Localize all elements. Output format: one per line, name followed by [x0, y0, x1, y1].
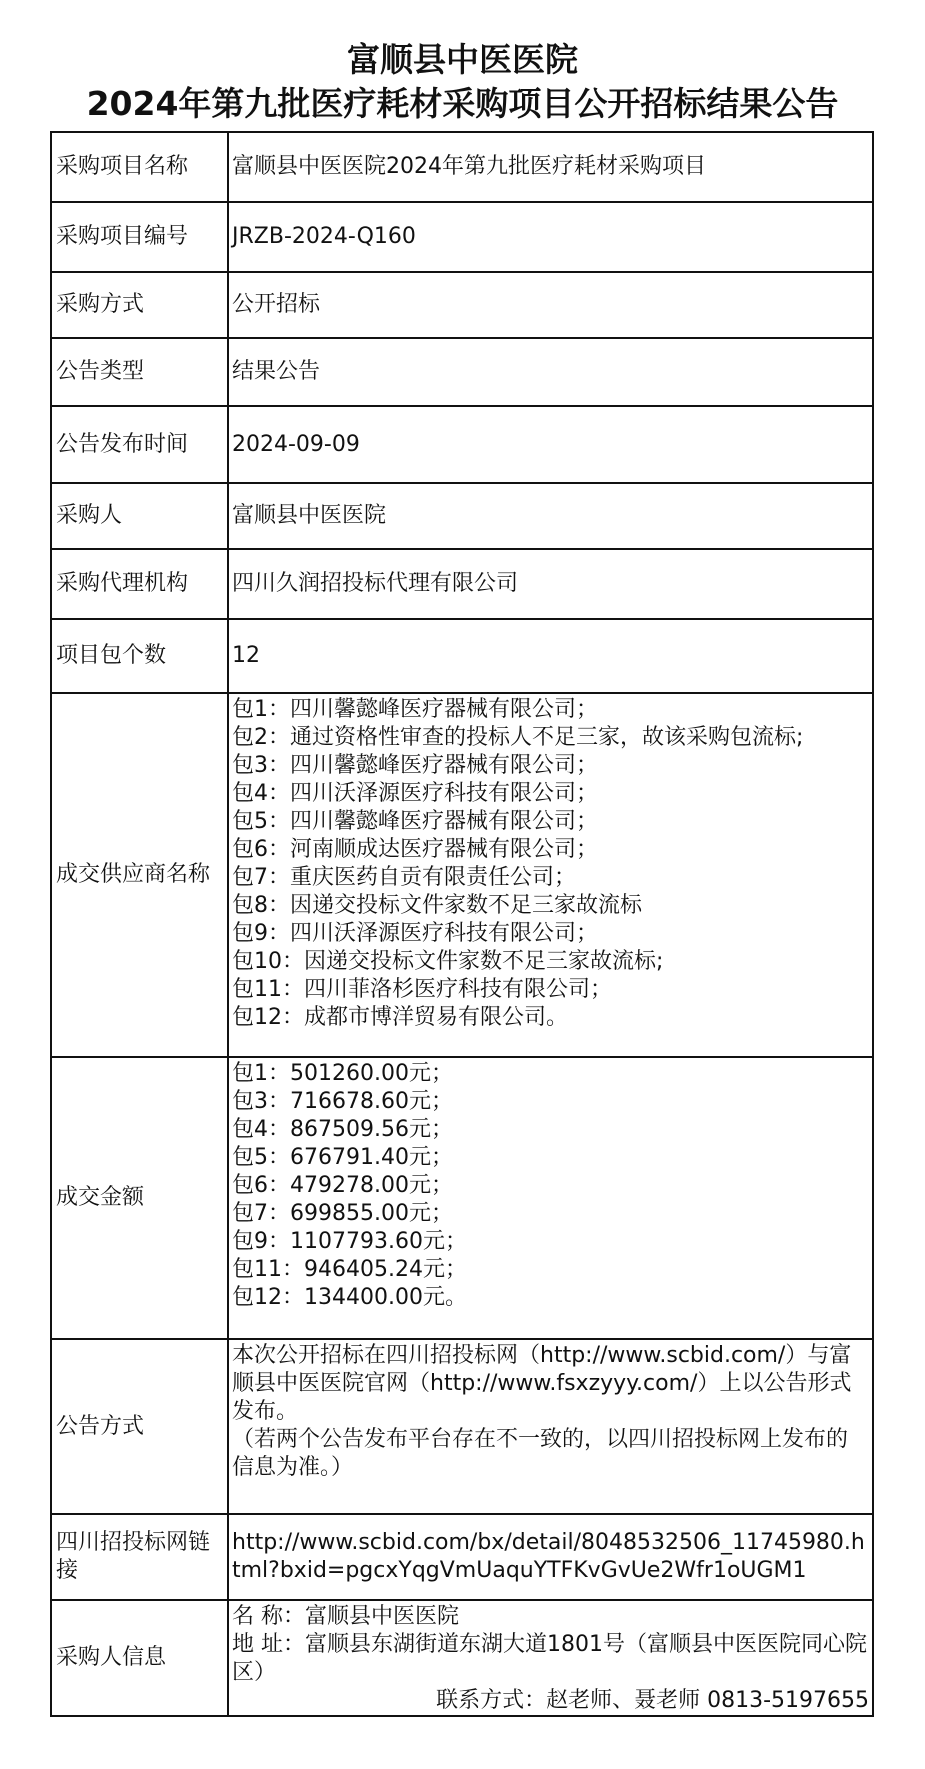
value-purchaser: 富顺县中医医院	[228, 483, 873, 549]
row-purchaser-info	[51, 1600, 873, 1716]
notice-method-para: 本次公开招标在四川招投标网（http://www.scbid.com/）与富顺县中医医院官网（http://www.fsxzyyy.com/）上以公告形式发布。	[232, 1343, 852, 1424]
purchaser-address-line: 地 址：富顺县东湖街道东湖大道1801号（富顺县中医医院同心院区）	[232, 1632, 867, 1685]
row-notice-type	[51, 338, 873, 406]
supplier-line: 包4：四川沃泽源医疗科技有限公司；	[232, 781, 598, 806]
label-suppliers: 成交供应商名称	[51, 693, 228, 1057]
notice-method-note: （若两个公告发布平台存在不一致的，以四川招投标网上发布的信息为准。）	[232, 1427, 849, 1480]
label-notice-type: 公告类型	[51, 338, 228, 406]
value-project-no: JRZB-2024-Q160	[228, 202, 873, 272]
row-link	[51, 1514, 873, 1600]
supplier-list	[228, 693, 873, 1057]
label-project-name: 采购项目名称	[51, 132, 228, 202]
purchaser-contact-line: 联系方式：赵老师、聂老师 0813-5197655	[436, 1688, 869, 1713]
amount-line: 包11：946405.24元；	[232, 1257, 467, 1282]
label-agency: 采购代理机构	[51, 549, 228, 619]
value-notice-type: 结果公告	[228, 338, 873, 406]
label-purchaser: 采购人	[51, 483, 228, 549]
amount-line: 包12：134400.00元。	[232, 1285, 467, 1310]
supplier-line: 包3：四川馨懿峰医疗器械有限公司；	[232, 753, 598, 778]
result-table	[50, 131, 874, 1717]
row-publish-time	[51, 406, 873, 483]
label-purchaser-info: 采购人信息	[51, 1600, 228, 1716]
purchaser-name-line: 名 称：富顺县中医医院	[232, 1604, 459, 1629]
value-method: 公开招标	[228, 272, 873, 338]
value-publish-time: 2024-09-09	[228, 406, 873, 483]
row-notice-method	[51, 1339, 873, 1514]
page-title-line2: 2024年第九批医疗耗材采购项目公开招标结果公告	[86, 84, 839, 123]
amount-line: 包4：867509.56元；	[232, 1117, 453, 1142]
label-package-count: 项目包个数	[51, 619, 228, 693]
label-project-no: 采购项目编号	[51, 202, 228, 272]
label-publish-time: 公告发布时间	[51, 406, 228, 483]
page-title-line1: 富顺县中医医院	[347, 40, 578, 79]
supplier-line: 包9：四川沃泽源医疗科技有限公司；	[232, 921, 598, 946]
label-link: 四川招投标网链接	[51, 1514, 228, 1600]
amount-list	[228, 1057, 873, 1339]
supplier-line: 包12：成都市博洋贸易有限公司。	[232, 1005, 568, 1030]
row-project-no	[51, 202, 873, 272]
amount-line: 包9：1107793.60元；	[232, 1229, 467, 1254]
supplier-line: 包8：因递交投标文件家数不足三家故流标	[232, 893, 642, 918]
row-method	[51, 272, 873, 338]
row-suppliers	[51, 693, 873, 1057]
value-project-name: 富顺县中医医院2024年第九批医疗耗材采购项目	[228, 132, 873, 202]
supplier-line: 包5：四川馨懿峰医疗器械有限公司；	[232, 809, 598, 834]
supplier-line: 包1：四川馨懿峰医疗器械有限公司；	[232, 697, 598, 722]
row-package-count	[51, 619, 873, 693]
supplier-line: 包11：四川菲洛杉医疗科技有限公司；	[232, 977, 612, 1002]
amount-line: 包5：676791.40元；	[232, 1145, 453, 1170]
row-purchaser	[51, 483, 873, 549]
notice-method-text	[228, 1339, 873, 1514]
amount-line: 包7：699855.00元；	[232, 1201, 453, 1226]
value-package-count: 12	[228, 619, 873, 693]
label-amounts: 成交金额	[51, 1057, 228, 1339]
supplier-line: 包6：河南顺成达医疗器械有限公司；	[232, 837, 598, 862]
amount-line: 包1：501260.00元；	[232, 1061, 453, 1086]
amount-line: 包6：479278.00元；	[232, 1173, 453, 1198]
amount-line: 包3：716678.60元；	[232, 1089, 453, 1114]
row-agency	[51, 549, 873, 619]
label-method: 采购方式	[51, 272, 228, 338]
scbid-link[interactable]: http://www.scbid.com/bx/detail/8048532506_11745980.html?bxid=pgcxYqgVmUaquYTFKvGvUe2Wfr1oUGM1	[228, 1514, 873, 1600]
supplier-line: 包10：因递交投标文件家数不足三家故流标;	[232, 949, 664, 974]
supplier-line: 包7：重庆医药自贡有限责任公司；	[232, 865, 576, 890]
value-agency: 四川久润招投标代理有限公司	[228, 549, 873, 619]
purchaser-info-text	[228, 1600, 873, 1716]
row-amounts	[51, 1057, 873, 1339]
supplier-line: 包2：通过资格性审查的投标人不足三家，故该采购包流标;	[232, 725, 804, 750]
row-project-name	[51, 132, 873, 202]
label-notice-method: 公告方式	[51, 1339, 228, 1514]
